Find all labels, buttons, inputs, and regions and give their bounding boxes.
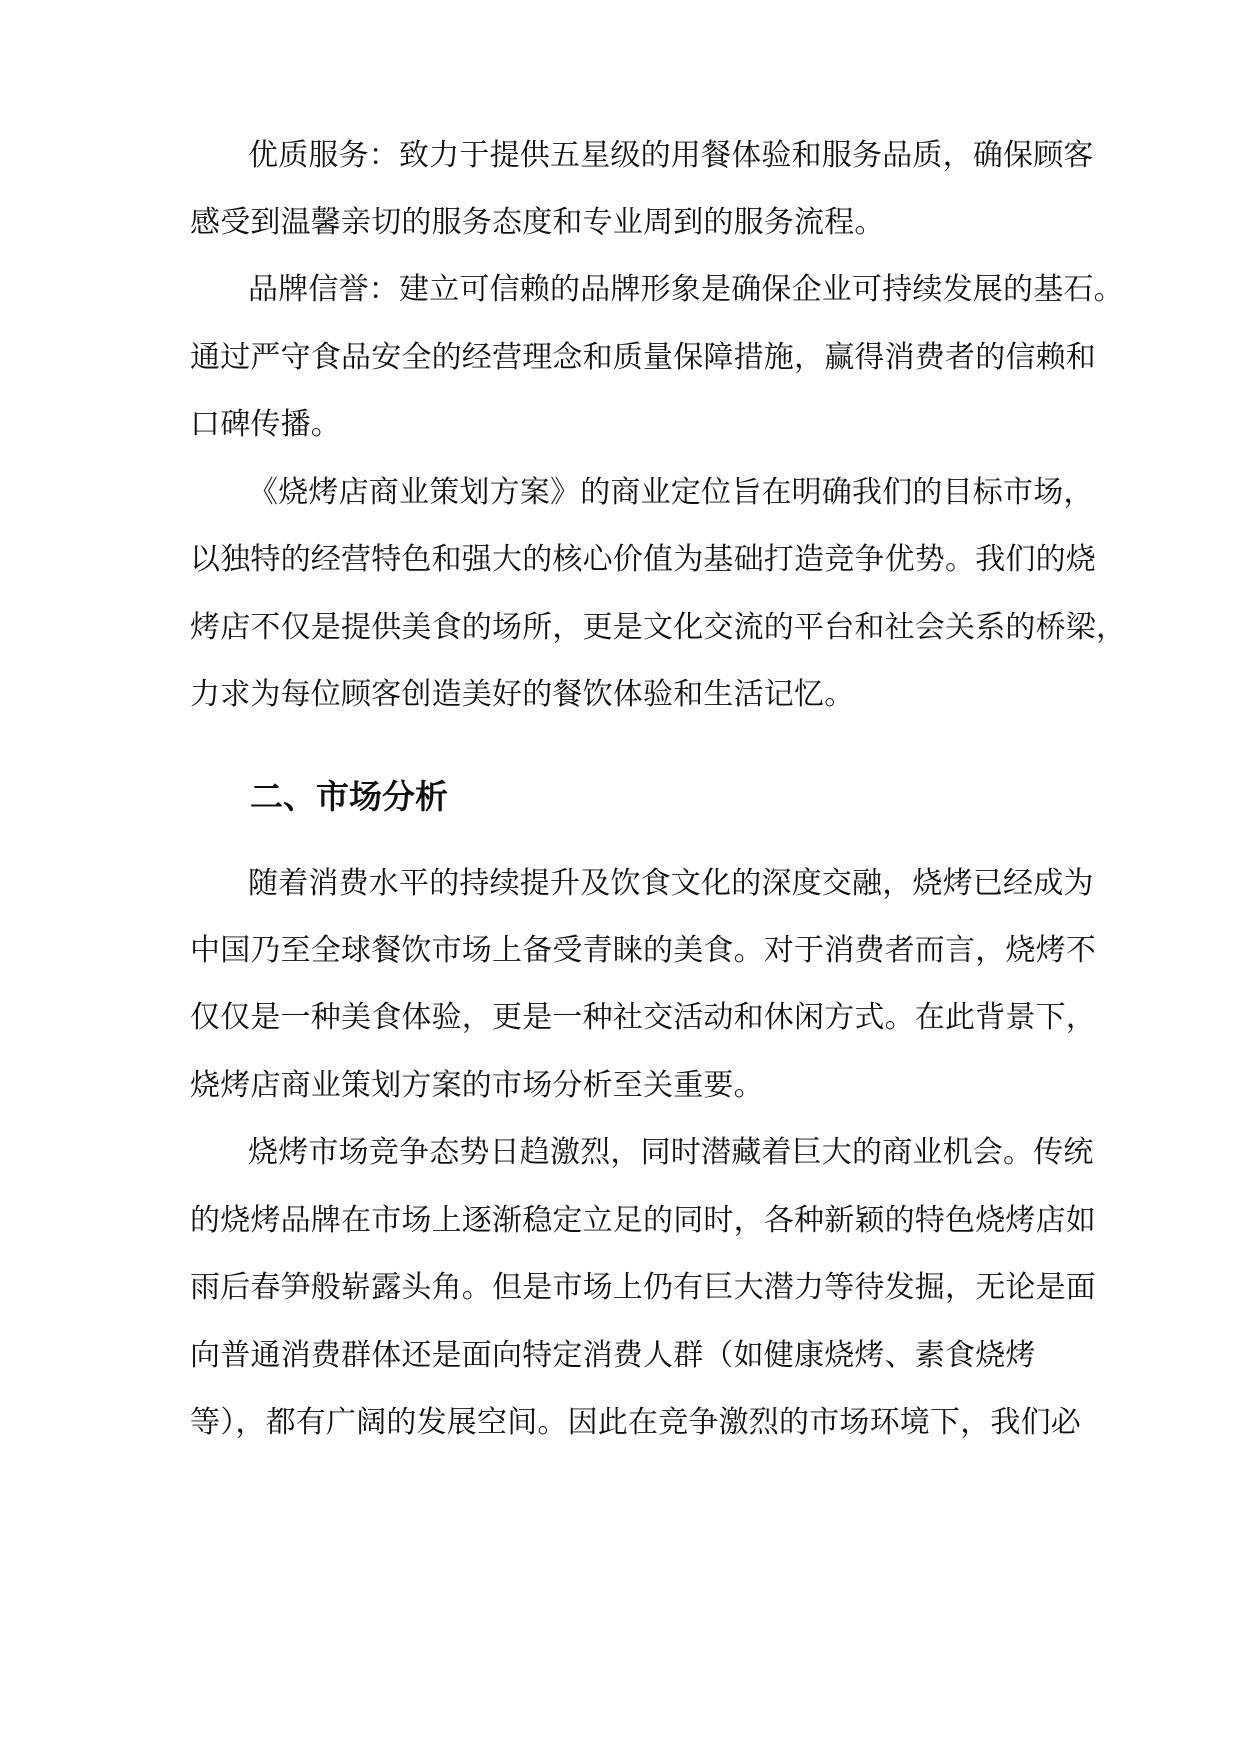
paragraph-line: 烧烤市场竞争态势日趋激烈，同时潜藏着巨大的商业机会。传统 (248, 1135, 1094, 1170)
paragraph-line: 感受到温馨亲切的服务态度和专业周到的服务流程。 (190, 205, 885, 240)
paragraph-line: 以独特的经营特色和强大的核心价值为基础打造竞争优势。我们的烧 (190, 542, 1096, 577)
section-heading: 二、市场分析 (250, 777, 448, 816)
paragraph-line: 雨后春笋般崭露头角。但是市场上仍有巨大潜力等待发掘，无论是面 (190, 1270, 1096, 1305)
paragraph-line: 中国乃至全球餐饮市场上备受青睐的美食。对于消费者而言，烧烤不 (190, 933, 1096, 968)
paragraph-line: 烧烤店商业策划方案的市场分析至关重要。 (190, 1068, 764, 1103)
paragraph-line: 通过严守食品安全的经营理念和质量保障措施，赢得消费者的信赖和 (190, 340, 1096, 375)
paragraph-line: 品牌信誉：建立可信赖的品牌形象是确保企业可持续发展的基石。 (248, 272, 1124, 307)
paragraph-line: 随着消费水平的持续提升及饮食文化的深度交融，烧烤已经成为 (248, 866, 1094, 901)
paragraph-line: 的烧烤品牌在市场上逐渐稳定立足的同时，各种新颖的特色烧烤店如 (190, 1203, 1096, 1238)
paragraph-line: 向普通消费群体还是面向特定消费人群（如健康烧烤、素食烧烤 (190, 1338, 1036, 1373)
paragraph-line: 仅仅是一种美食体验，更是一种社交活动和休闲方式。在此背景下， (190, 1000, 1096, 1035)
paragraph-line: 优质服务：致力于提供五星级的用餐体验和服务品质，确保顾客 (248, 138, 1094, 173)
paragraph-line: 口碑传播。 (190, 407, 341, 442)
paragraph-line: 力求为每位顾客创造美好的餐饮体验和生活记忆。 (190, 677, 855, 712)
paragraph-line: 等），都有广阔的发展空间。因此在竞争激烈的市场环境下，我们必 (190, 1405, 1081, 1440)
paragraph-line: 《烧烤店商业策划方案》的商业定位旨在明确我们的目标市场， (248, 475, 1094, 510)
paragraph-line: 烤店不仅是提供美食的场所，更是文化交流的平台和社会关系的桥梁， (190, 610, 1127, 645)
